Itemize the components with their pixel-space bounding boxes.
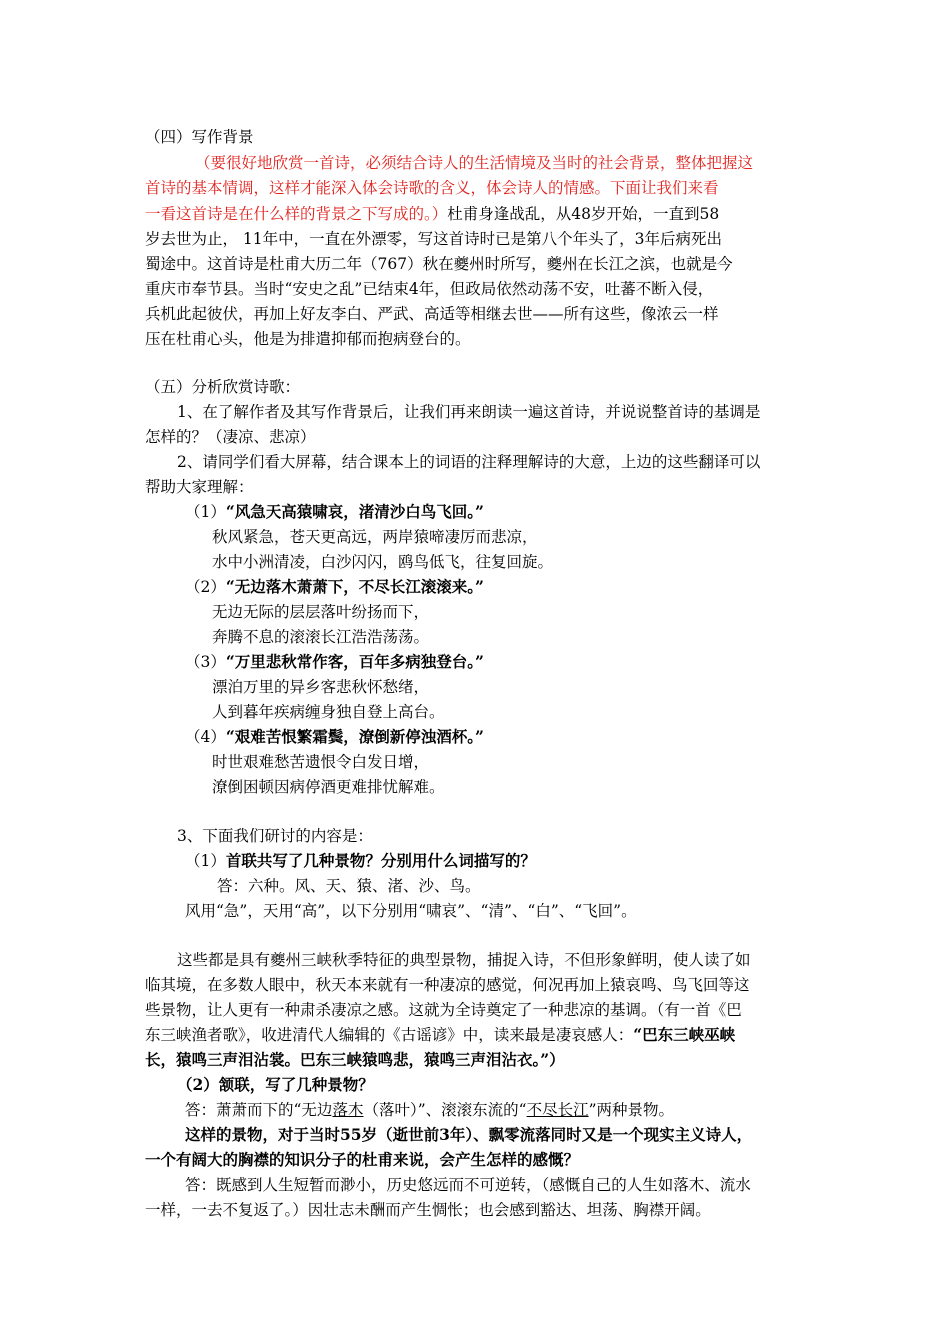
poem-line-4-text: “艰难苦恨繁霜鬓，潦倒新停浊酒杯。” bbox=[225, 727, 484, 746]
analysis-line-1: 这些都是具有夔州三峡秋季特征的典型景物，捕捉入诗，不但形象鲜明，使人读了如 bbox=[177, 951, 751, 969]
poem-line-1 bbox=[185, 499, 865, 525]
poem-line-2-number: （2） bbox=[185, 578, 226, 596]
background-line-6: 重庆市奉节县。当时“安史之乱”已结束4年，但政局依然动荡不安，吐蕃不断入侵， bbox=[145, 280, 714, 298]
analysis-line-2: 临其境，在多数人眼中，秋天本来就有一种凄凉的感觉，何况再加上猿哀鸣、鸟飞回等这 bbox=[145, 976, 750, 994]
intro-red-line-1: （要很好地欣赏一首诗，必须结合诗人的生活情境及当时的社会背景，整体把握这 bbox=[195, 154, 754, 172]
poem-line-3-text: “万里悲秋常作客，百年多病独登台。” bbox=[225, 652, 484, 671]
translation-4-b: 潦倒困顿因病停酒更难排忧解难。 bbox=[212, 778, 445, 796]
question-3: 3、下面我们研讨的内容是： bbox=[177, 827, 373, 845]
discussion-2-question: （2）颔联，写了几种景物？ bbox=[177, 1075, 374, 1094]
question-2-line-1: 2、请同学们看大屏幕，结合课本上的词语的注释理解诗的大意，上边的这些翻译可以 bbox=[177, 453, 761, 471]
poem-line-3 bbox=[185, 649, 865, 675]
analysis-line-4 bbox=[145, 1022, 825, 1048]
discussion-2-answer bbox=[185, 1097, 865, 1123]
discussion-2-answer-c: ”两种景物。 bbox=[588, 1101, 675, 1119]
question-1-line-1: 1、在了解作者及其写作背景后，让我们再来朗读一遍这首诗，并说说整首诗的基调是 bbox=[177, 403, 761, 421]
background-line-3 bbox=[145, 201, 825, 227]
discussion-2-answer-2-line-1: 答：既感到人生短暂而渺小，历史悠远而不可逆转，（感慨自己的人生如落木、流水 bbox=[185, 1176, 751, 1194]
discussion-2-answer-b: （落叶）”、滚滚东流的“ bbox=[363, 1101, 527, 1119]
translation-4-a: 时世艰难愁苦遗恨令白发日增， bbox=[212, 753, 430, 771]
folk-song-quote-end: 长，猿鸣三声泪沾裳。巴东三峡猿鸣悲，猿鸣三声泪沾衣。”） bbox=[145, 1050, 565, 1069]
discussion-1-words: 风用“急”，天用“高”，以下分别用“啸哀”、“清”、“白”、“飞回”。 bbox=[185, 902, 637, 920]
background-line-7: 兵机此起彼伏，再加上好友李白、严武、高适等相继去世——所有这些，像浓云一样 bbox=[145, 305, 719, 323]
translation-3-b: 人到暮年疾病缠身独自登上高台。 bbox=[212, 703, 445, 721]
section-5-heading: （五）分析欣赏诗歌： bbox=[145, 378, 301, 396]
poem-line-2-text: “无边落木萧萧下，不尽长江滚滚来。” bbox=[225, 577, 484, 596]
discussion-1-answer: 答：六种。风、天、猿、渚、沙、鸟。 bbox=[217, 877, 481, 895]
background-text-start: 杜甫身逢战乱，从48岁开始，一直到58 bbox=[447, 205, 720, 223]
translation-3-a: 漂泊万里的异乡客悲秋怀愁绪， bbox=[212, 678, 430, 696]
background-line-5: 蜀途中。这首诗是杜甫大历二年（767）秋在夔州时所写，夔州在长江之滨，也就是今 bbox=[145, 255, 733, 273]
question-1-line-2: 怎样的？（凄凉、悲凉） bbox=[145, 428, 316, 446]
discussion-1-number: （1） bbox=[185, 852, 226, 870]
translation-2-b: 奔腾不息的滚滚长江浩浩荡荡。 bbox=[212, 628, 430, 646]
poem-line-4 bbox=[185, 724, 865, 750]
discussion-2-answer-a: 答：萧萧而下的“无边 bbox=[185, 1101, 333, 1119]
intro-red-line-3: 一看这首诗是在什么样的背景之下写成的。） bbox=[145, 205, 448, 223]
discussion-1 bbox=[185, 848, 865, 874]
background-line-8: 压在杜甫心头，他是为排遣抑郁而抱病登台的。 bbox=[145, 330, 471, 348]
underlined-falling-leaves: 落木 bbox=[332, 1101, 364, 1119]
background-line-4: 岁去世为止， 11年中，一直在外漂零，写这首诗时已是第八个年头了，3年后病死出 bbox=[145, 230, 723, 248]
intro-red-line-2: 首诗的基本情调，这样才能深入体会诗歌的含义，体会诗人的情感。下面让我们来看 bbox=[145, 179, 719, 197]
question-2-line-2: 帮助大家理解： bbox=[145, 478, 254, 496]
underlined-endless-yangtze: 不尽长江 bbox=[526, 1101, 589, 1119]
discussion-2-followup-line-1: 这样的景物，对于当时55岁（逝世前3年）、飘零流落同时又是一个现实主义诗人， bbox=[185, 1125, 753, 1144]
poem-line-1-number: （1） bbox=[185, 503, 226, 521]
translation-1-a: 秋风紧急，苍天更高远，两岸猿啼凄厉而悲凉， bbox=[212, 528, 538, 546]
poem-line-4-number: （4） bbox=[185, 728, 226, 746]
translation-1-b: 水中小洲清凌，白沙闪闪，鸥鸟低飞，往复回旋。 bbox=[212, 553, 554, 571]
poem-line-1-text: “风急天高猿啸哀，渚清沙白鸟飞回。” bbox=[225, 502, 484, 521]
poem-line-3-number: （3） bbox=[185, 653, 226, 671]
discussion-2-followup-line-2: 一个有阔大的胸襟的知识分子的杜甫来说，会产生怎样的感慨？ bbox=[145, 1150, 580, 1169]
section-4-heading: （四）写作背景 bbox=[145, 128, 254, 146]
translation-2-a: 无边无际的层层落叶纷扬而下， bbox=[212, 603, 430, 621]
folk-song-quote-start: “巴东三峡巫峡 bbox=[633, 1025, 736, 1044]
poem-line-2 bbox=[185, 574, 865, 600]
discussion-1-question: 首联共写了几种景物？分别用什么词描写的？ bbox=[225, 851, 536, 870]
analysis-line-3: 些景物，让人更有一种肃杀凄凉之感。这就为全诗奠定了一种悲凉的基调。（有一首《巴 bbox=[145, 1001, 742, 1019]
discussion-2-answer-2-line-2: 一样，一去不复返了。）因壮志未酬而产生惆怅；也会感到豁达、坦荡、胸襟开阔。 bbox=[145, 1201, 711, 1219]
analysis-line-4-text: 东三峡渔者歌》，收进清代人编辑的《古谣谚》中，读来最是凄哀感人： bbox=[145, 1026, 634, 1044]
